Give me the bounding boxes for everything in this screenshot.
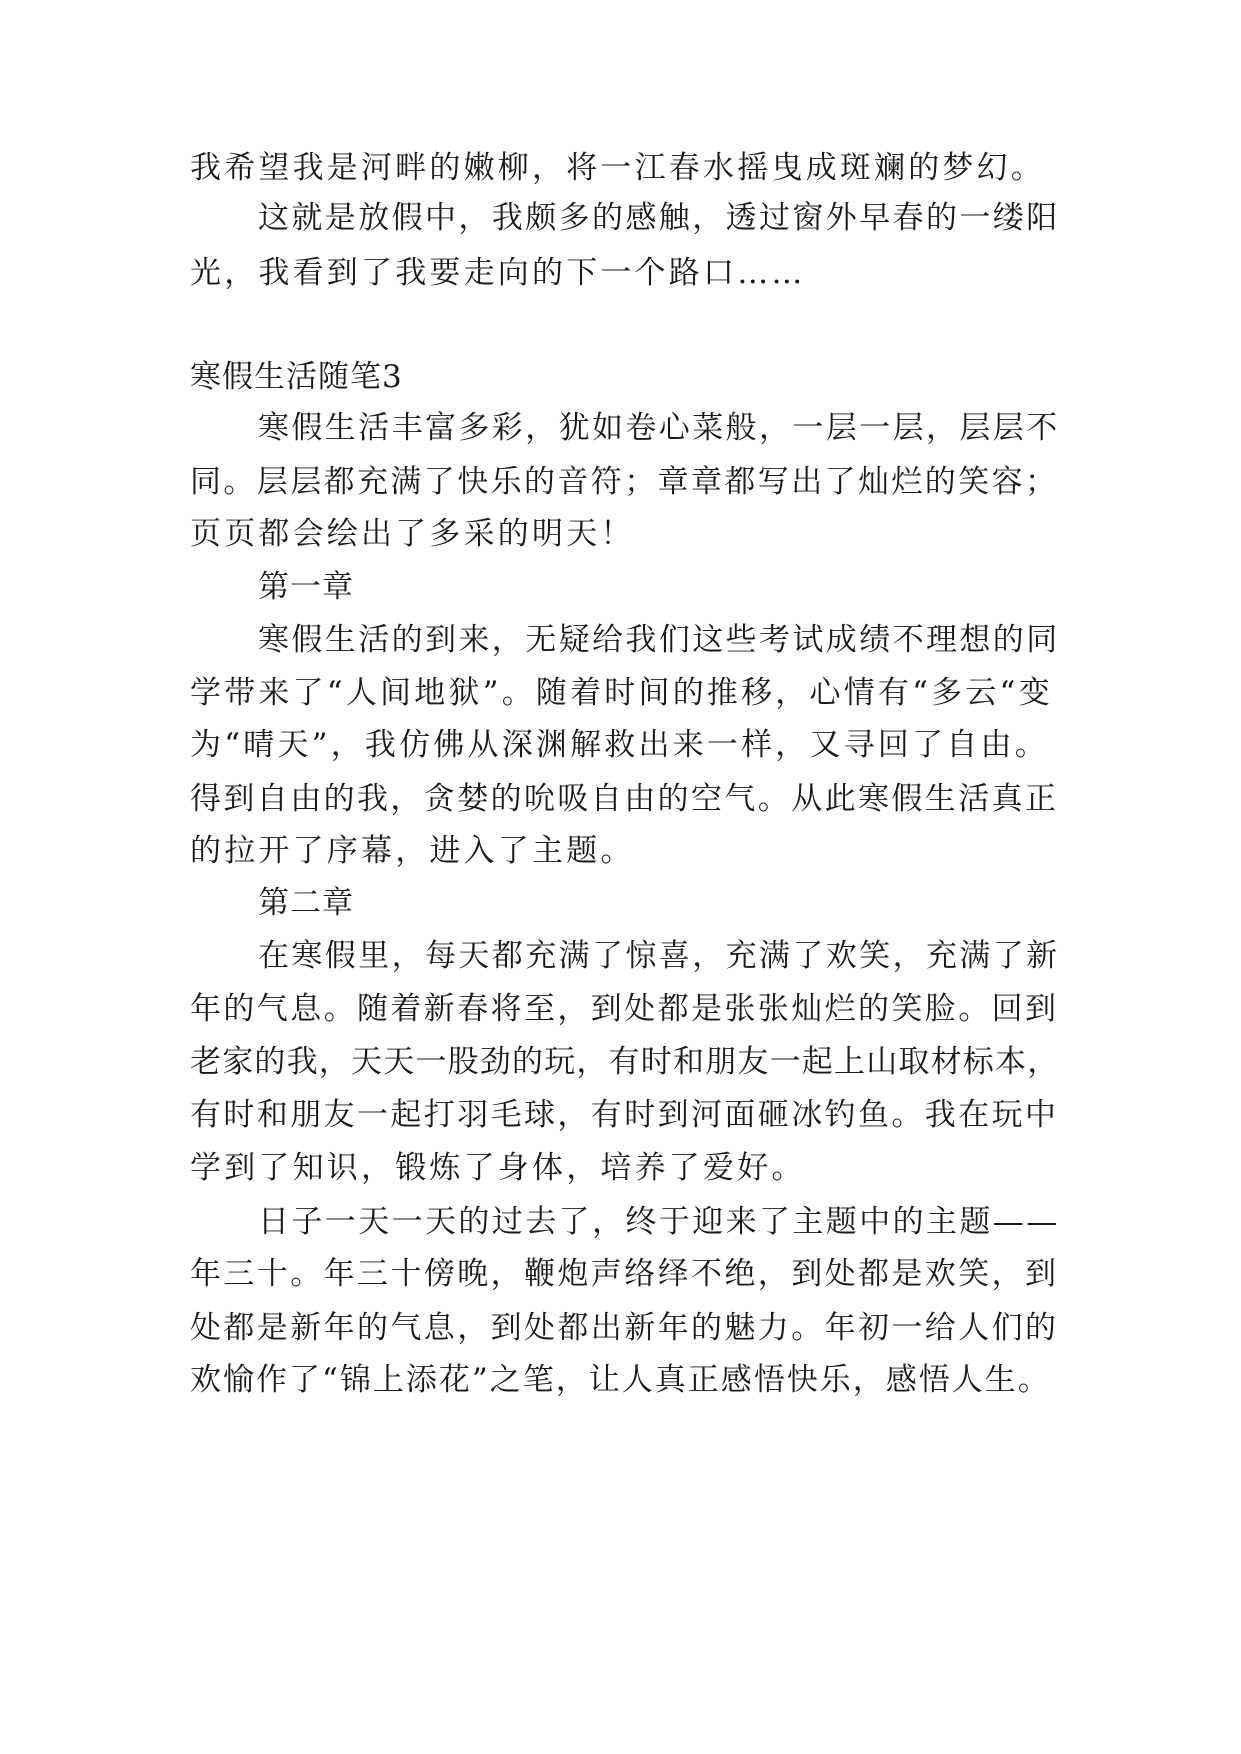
text-line: 在寒假里，每天都充满了惊喜，充满了欢笑，充满了新 [258, 938, 1060, 974]
text-line: 有时和朋友一起打羽毛球，有时到河面砸冰钓鱼。我在玩中 [190, 1097, 1059, 1133]
text-line: 我希望我是河畔的嫩柳，将一江春水摇曳成斑斓的梦幻。 [190, 150, 1045, 186]
text-line: 得到自由的我，贪婪的吮吸自由的空气。从此寒假生活真正 [190, 781, 1059, 817]
text-line: 页页都会绘出了多采的明天！ [190, 516, 635, 552]
text-line: 同。层层都充满了快乐的音符；章章都写出了灿烂的笑容； [190, 464, 1059, 500]
text-line: 学到了知识，锻炼了身体，培养了爱好。 [190, 1150, 806, 1186]
text-line: 处都是新年的气息，到处都出新年的魅力。年初一给人们的 [190, 1310, 1059, 1346]
text-line: 日子一天一天的过去了，终于迎来了主题中的主题—— [258, 1204, 1060, 1240]
text-line: 寒假生活的到来，无疑给我们这些考试成绩不理想的同 [258, 622, 1060, 658]
text-line: 年的气息。随着新春将至，到处都是张张灿烂的笑脸。回到 [190, 991, 1059, 1027]
text-line: 这就是放假中，我颇多的感触，透过窗外早春的一缕阳 [258, 200, 1060, 236]
text-line: 光，我看到了我要走向的下一个路口…… [190, 255, 806, 291]
text-line: 为“晴天”，我仿佛从深渊解救出来一样，又寻回了自由。 [190, 727, 1049, 763]
text-line: 老家的我，天天一股劲的玩，有时和朋友一起上山取材标本， [190, 1044, 1060, 1080]
text-line: 欢愉作了“锦上添花”之笔，让人真正感悟快乐，感悟人生。 [190, 1362, 1051, 1398]
text-line: 的拉开了序幕，进入了主题。 [190, 833, 635, 869]
text-line: 年三十。年三十傍晚，鞭炮声络绎不绝，到处都是欢笑，到 [190, 1256, 1059, 1292]
text-line: 寒假生活丰富多彩，犹如卷心菜般，一层一层，层层不 [258, 410, 1060, 446]
section-title: 寒假生活随笔3 [190, 359, 403, 395]
text-line: 学带来了“人间地狱”。随着时间的推移，心情有“多云“变 [190, 675, 1053, 711]
chapter-heading: 第一章 [258, 569, 354, 605]
chapter-heading: 第二章 [258, 885, 354, 921]
